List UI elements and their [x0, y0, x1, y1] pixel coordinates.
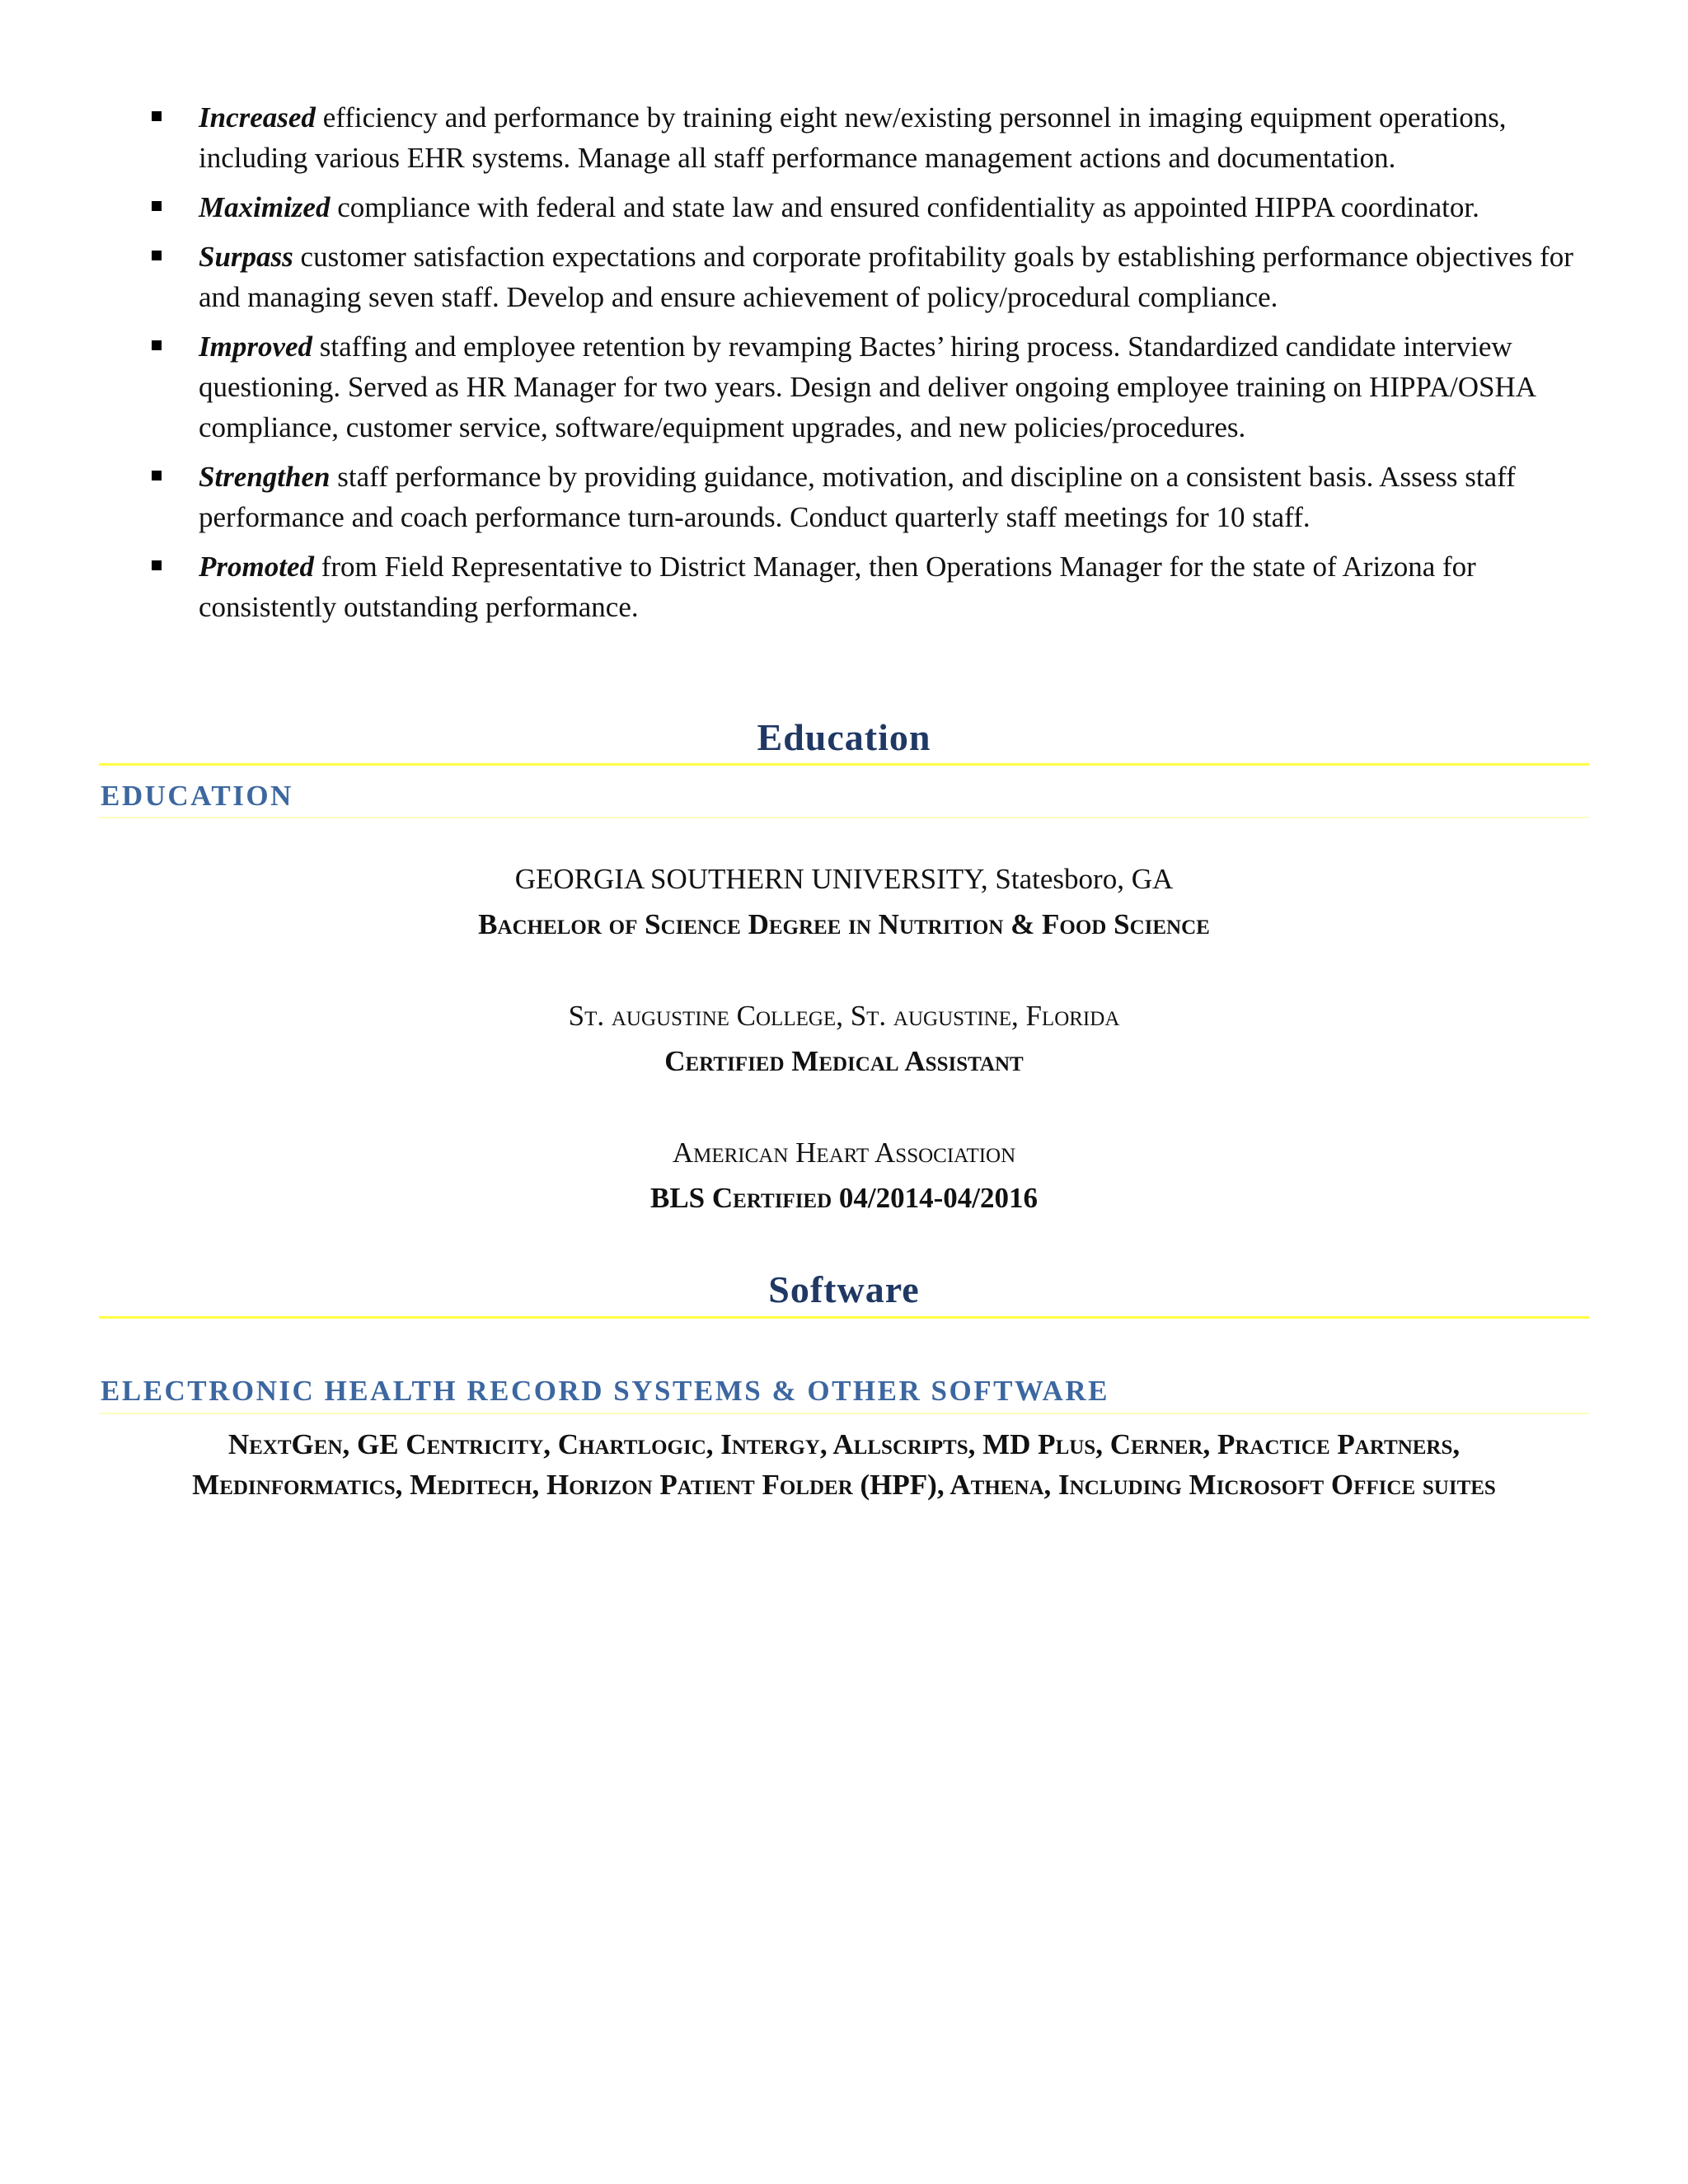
subheading-divider [99, 817, 1589, 818]
software-subheading: ELECTRONIC HEALTH RECORD SYSTEMS & OTHER SOFTWARE [101, 1375, 1109, 1407]
bullet-text: customer satisfaction expectations and corporate profitability goals by establishing performance objectives for and managing seven staff. Develop and ensure achievement of policy/procedural compliance. [199, 241, 1573, 313]
bullet-text: compliance with federal and state law and ensured confidentiality as appointed HIPPA coordinator. [330, 191, 1479, 223]
square-bullet-icon [152, 340, 162, 350]
square-bullet-icon [152, 471, 162, 480]
list-item [152, 97, 1586, 178]
education-subheading: EDUCATION [101, 780, 293, 812]
list-item [152, 457, 1586, 537]
section-divider [99, 763, 1589, 766]
square-bullet-icon [152, 111, 162, 121]
bullet-lead-verb: Increased [199, 101, 316, 134]
square-bullet-icon [152, 201, 162, 211]
bullet-text: from Field Representative to District Manager, then Operations Manager for the state of Arizona for consistently outstanding performance. [199, 551, 1476, 623]
bullet-lead-verb: Promoted [199, 551, 314, 583]
bullet-lead-verb: Surpass [199, 241, 293, 273]
credential: Bachelor of Science Degree in Nutrition & Food Science [478, 908, 1210, 940]
bullet-text: efficiency and performance by training eight new/existing personnel in imaging equipment operations, including various EHR systems. Manage all staff performance management actions and documentation. [199, 101, 1507, 174]
list-item [152, 326, 1586, 448]
school-name: American Heart Association [672, 1137, 1016, 1169]
list-item [152, 187, 1586, 227]
school-name: GEORGIA SOUTHERN UNIVERSITY, Statesboro, GA [514, 863, 1174, 895]
list-item [152, 237, 1586, 317]
section-divider [99, 1316, 1589, 1319]
square-bullet-icon [152, 560, 162, 570]
accomplishment-list [152, 97, 1586, 636]
school-name: St. augustine College, St. augustine, Florida [568, 1000, 1120, 1032]
education-section-title: Education [757, 716, 931, 758]
software-section-title: Software [768, 1268, 920, 1310]
list-item [152, 546, 1586, 627]
credential: BLS Certified 04/2014-04/2016 [649, 1182, 1039, 1214]
subheading-divider [99, 1413, 1589, 1414]
credential: Certified Medical Assistant [664, 1045, 1024, 1077]
bullet-lead-verb: Maximized [199, 191, 331, 223]
square-bullet-icon [152, 251, 162, 260]
bullet-text: staffing and employee retention by revamping Bactes’ hiring process. Standardized candidate interview questioning. Served as HR Manager for two years. Design and deliver ongoing employee training on HIPPA/OSHA compliance, customer service, software/equipment upgrades, and new policies/procedures. [199, 330, 1536, 443]
software-list: NextGen, GE Centricity, Chartlogic, Intergy, Allscripts, MD Plus, Cerner, Practice Partners, Medinformatics, Meditech, Horizon Patient Folder (HPF), Athena, Including Microsoft Office suites [192, 1428, 1496, 1501]
bullet-text: staff performance by providing guidance, motivation, and discipline on a consistent basis. Assess staff performance and coach performance turn-arounds. Conduct quarterly staff meetings for 10 staff. [199, 461, 1516, 533]
bullet-lead-verb: Strengthen [199, 461, 331, 493]
bullet-lead-verb: Improved [199, 330, 313, 363]
